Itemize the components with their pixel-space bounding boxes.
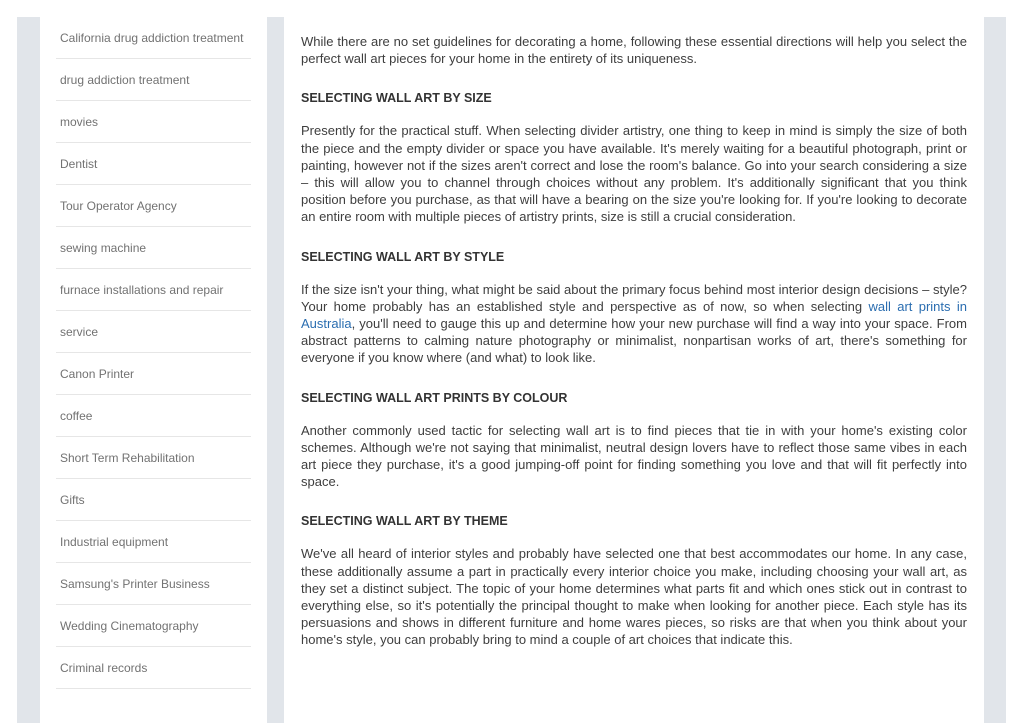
left-gutter	[0, 0, 17, 723]
sidebar-item-link[interactable]: Dentist	[60, 156, 98, 171]
sidebar-item[interactable]	[56, 353, 251, 395]
section-body-theme: We've all heard of interior styles and probably have selected one that best accommodates our home. In any case, these additionally assume a part in practically every interior choice you make, including choosing your wall art, as they set a distinct subject. The topic of your home determines what parts fit and which ones stick out in contrast to everything else, so it's potentially the principal thought to make when looking for another piece. Each style has its persuasions and shows in different furniture and home wares pieces, so risks are that when you think about your home's style, you can probably bring to mind a couple of art choices that indicate this.	[301, 546, 967, 648]
sidebar-item-link[interactable]: furnace installations and repair	[60, 282, 224, 297]
section-heading-style: SELECTING WALL ART BY STYLE	[301, 249, 505, 264]
sidebar-item-link[interactable]: movies	[60, 114, 99, 129]
section-heading-colour: SELECTING WALL ART PRINTS BY COLOUR	[301, 390, 568, 405]
sidebar-item[interactable]	[56, 101, 251, 143]
sidebar-item-link[interactable]: Wedding Cinematography	[60, 618, 199, 633]
right-gutter	[1006, 0, 1024, 723]
sidebar-item-link[interactable]: sewing machine	[60, 240, 147, 255]
sidebar-item[interactable]	[56, 185, 251, 227]
section-body-style	[301, 281, 967, 367]
sidebar-item-link[interactable]: Gifts	[60, 492, 85, 507]
sidebar-item[interactable]	[56, 59, 251, 101]
style-text-before: If the size isn't your thing, what might be said about the primary focus behind most interior design decisions – style? Your home probably has an established style and perspective as of now, so when selecting	[301, 281, 967, 314]
sidebar-item-link[interactable]: Criminal records	[60, 660, 148, 675]
sidebar-item[interactable]	[56, 311, 251, 353]
section-body-size: Presently for the practical stuff. When selecting divider artistry, one thing to keep in mind is simply the size of both the piece and the empty divider or space you have available. It's merely waiting for a beautiful photograph, print or painting, however not if the sizes aren't correct and lose the room's balance. Go into your search considering a size – this will allow you to channel through choices without any problem. It's additionally significant that you think position before you purchase, as that will have a bearing on the size you're looking for. If you're looking to decorate an entire room with multiple pieces of artistry prints, size is still a crucial consideration.	[301, 123, 967, 225]
sidebar-item-link[interactable]: coffee	[60, 408, 93, 423]
sidebar-item-link[interactable]: service	[60, 324, 99, 339]
top-strip	[0, 0, 1024, 17]
sidebar-item-link[interactable]: Canon Printer	[60, 366, 135, 381]
sidebar-item-link[interactable]: drug addiction treatment	[60, 72, 190, 87]
sidebar-item[interactable]	[56, 17, 251, 59]
sidebar-item[interactable]	[56, 143, 251, 185]
intro-paragraph: While there are no set guidelines for decorating a home, following these essential directions will help you select the perfect wall art pieces for your home in the entirety of its uniqueness.	[301, 34, 967, 67]
sidebar-list	[40, 17, 267, 689]
sidebar-item[interactable]	[56, 227, 251, 269]
style-text-after: , you'll need to gauge this up and determine how your new purchase will find a way into your space. From abstract patterns to calming nature photography or minimalist, nonpartisan works of art, there's something for everyone if you know where (and what) to look like.	[301, 316, 967, 366]
sidebar-links	[40, 17, 267, 723]
sidebar-item[interactable]	[56, 269, 251, 311]
sidebar-item-link[interactable]: Short Term Rehabilitation	[60, 450, 195, 465]
sidebar-item[interactable]	[56, 563, 251, 605]
sidebar-item[interactable]	[56, 647, 251, 689]
section-heading-size: SELECTING WALL ART BY SIZE	[301, 91, 492, 106]
sidebar-item[interactable]	[56, 605, 251, 647]
sidebar-item-link[interactable]: Tour Operator Agency	[60, 198, 177, 213]
sidebar-item[interactable]	[56, 437, 251, 479]
wall-art-prints-link[interactable]: wall art prints in Australia	[301, 298, 967, 332]
sidebar-item[interactable]	[56, 395, 251, 437]
section-body-colour: Another commonly used tactic for selecting wall art is to find pieces that tie in with your home's existing color schemes. Although we're not saying that minimalist, neutral design lovers have to reflect those same vibes in each art piece they purchase, it's a good jumping-off point for finding something you love and that will fit perfectly into space.	[301, 422, 967, 490]
sidebar-item[interactable]	[56, 479, 251, 521]
article-content	[284, 17, 984, 723]
sidebar-item-link[interactable]: California drug addiction treatment	[60, 30, 244, 45]
sidebar-item[interactable]	[56, 521, 251, 563]
section-heading-theme: SELECTING WALL ART BY THEME	[301, 514, 508, 529]
sidebar-item-link[interactable]: Samsung's Printer Business	[60, 576, 210, 591]
sidebar-item-link[interactable]: Industrial equipment	[60, 534, 169, 549]
